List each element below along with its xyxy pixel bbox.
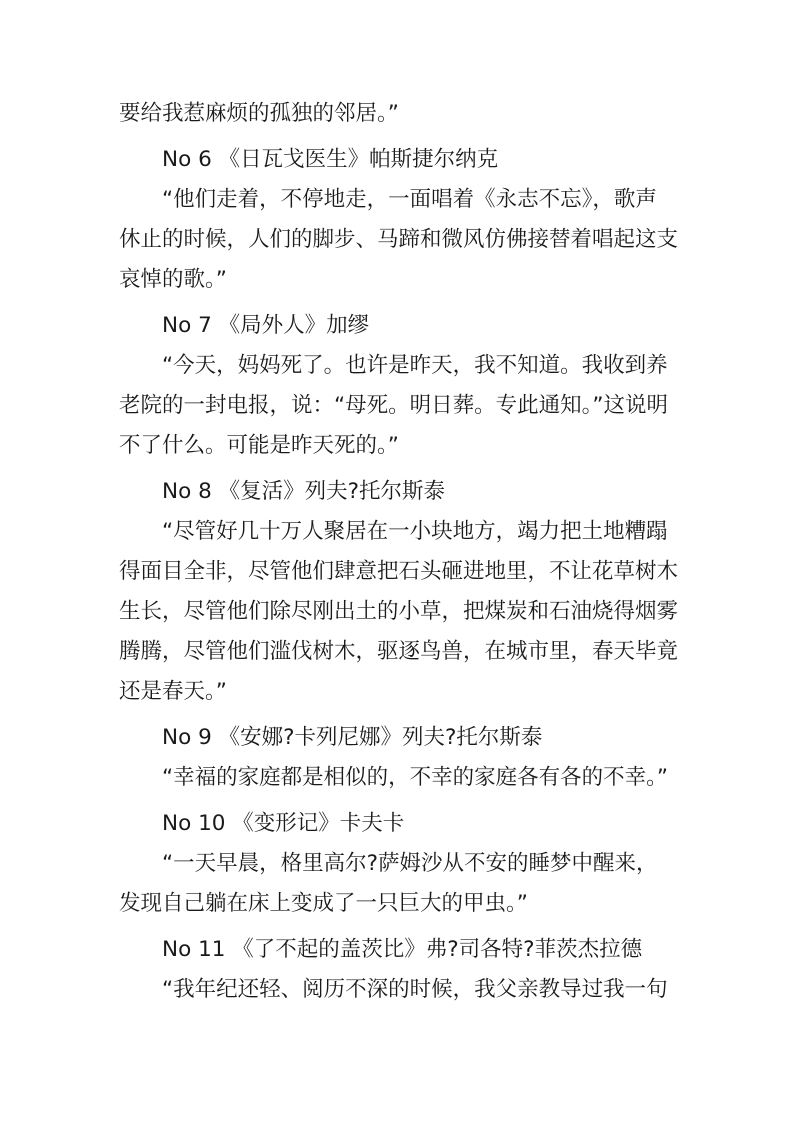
text-line: “幸福的家庭都是相似的，不幸的家庭各有各的不幸。” xyxy=(162,765,669,790)
text-line: 还是春天。” xyxy=(119,679,227,704)
entry-heading: No 6 《日瓦戈医生》帕斯捷尔纳克 xyxy=(162,147,499,172)
text-line: 老院的一封电报，说：“母死。明日葬。专此通知。”这说明 xyxy=(119,393,669,418)
text-line: “一天早晨，格里高尔?萨姆沙从不安的睡梦中醒来， xyxy=(162,851,658,876)
text-line: 生长，尽管他们除尽刚出土的小草，把煤炭和石油烧得烟雾 xyxy=(119,599,679,624)
text-line: 不了什么。可能是昨天死的。” xyxy=(119,433,399,458)
text-line: 哀悼的歌。” xyxy=(119,267,227,292)
text-line: “他们走着，不停地走，一面唱着《永志不忘》，歌声 xyxy=(162,187,657,212)
entry-heading: No 10 《变形记》卡夫卡 xyxy=(162,811,405,836)
text-line: 得面目全非，尽管他们肆意把石头砸进地里，不让花草树木 xyxy=(119,559,679,584)
entry-heading: No 11 《了不起的盖茨比》弗?司各特?菲茨杰拉德 xyxy=(162,937,643,962)
text-line: 休止的时候，人们的脚步、马蹄和微风仿佛接替着唱起这支 xyxy=(119,227,679,252)
entry-heading: No 9 《安娜?卡列尼娜》列夫?托尔斯泰 xyxy=(162,725,543,750)
text-line: 腾腾，尽管他们滥伐树木，驱逐鸟兽，在城市里，春天毕竟 xyxy=(119,639,679,664)
text-line: 要给我惹麻烦的孤独的邻居。” xyxy=(119,101,399,126)
entry-heading: No 7 《局外人》加缪 xyxy=(162,313,370,338)
text-line: “今天，妈妈死了。也许是昨天，我不知道。我收到养 xyxy=(162,353,668,378)
entry-heading: No 8 《复活》列夫?托尔斯泰 xyxy=(162,479,445,504)
text-line: 发现自己躺在床上变成了一只巨大的甲虫。” xyxy=(119,891,528,916)
text-line: “尽管好几十万人聚居在一小块地方，竭力把土地糟蹋 xyxy=(162,519,668,544)
text-line: “我年纪还轻、阅历不深的时候，我父亲教导过我一句 xyxy=(162,977,668,1002)
